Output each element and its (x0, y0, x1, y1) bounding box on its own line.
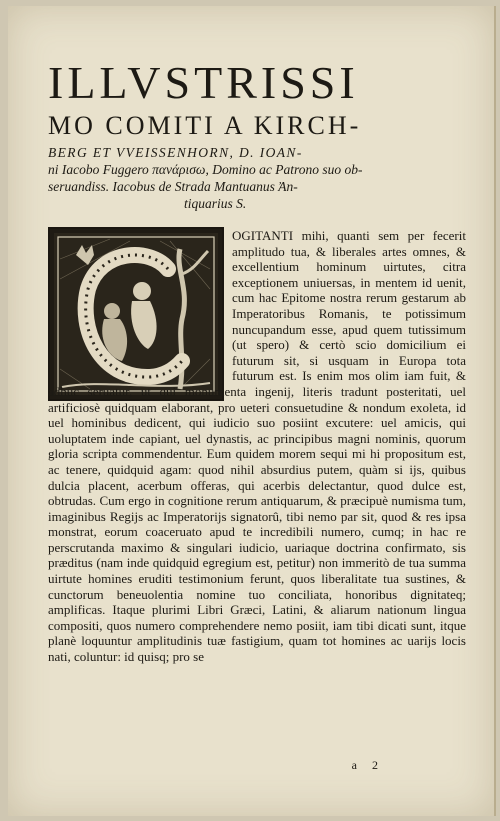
dedication-line-1: BERG ET VVEISSENHORN, D. IOAN- (48, 145, 303, 160)
dedication-line-2: ni Iacobo Fuggero πανάρισω, Domino ac Patrono suo ob- (48, 162, 363, 177)
signature-mark: a 2 (351, 758, 384, 772)
body-text: OGITANTI mihi, quanti sem per fecerit amplitudo tua, & liberales artes omnes, & excellentium hominum uirtutes, citra exceptionem uniuersas, in mentem id uenit, cum hac Epitome nostra rerum gestarum ab Imperatoribus Romanis, te potissimum nuncupandum esse, apud quem tutissimum (ut spero) & certò scio domicilium ei futurum sit, si usquam in Europa tota futurum est. Is enim mos olim iam fuit, & adhuc seruatur, ut qui monumenta ingenij, literis tradunt posteritati, uel artificiosè quidquam elaborant, pro ueteri consuetudine & nondum exoleta, id uel hominibus dedicent, qui iudicio suo posiint excutere: uel amicis, qui uoluptatem inde capiant, uel dynastis, ac principibus magni nominis, quorum gloria scripta commendentur. Eum quidem morem sequi mi hi propositum est, ac tenere, quidquid agam: quod nihil absurdius putem, quàm si ijs, quibus dulcia placent, acerbum offeras, qui acerbis delectantur, quod dulce est, obtrudas. Cum ergo in cognitione rerum antiquarum, & præcipuè numisma tum, imaginibus Regijs ac Imperatorijs signatorû, tibi nemo par sit, quod & res ipsa monstrat, eorum coaceruato apud te incredibili numero, cumq; in hac re perscrutanda maximo & singulari iudicio, uariaque doctrina confirmato, sis præditus (nam inde quidquid egregium est, petitur) non immeritò de tua summa uirtute homines eruditi testimonium ferunt, quos liberalitate tua sustines, & cunctorum beneuolentia nomine tuo conciliata, honoribus dignitateq; amplificas. Itaque plurimi Libri Græci, Latini, & aliarum nationum lingua compositi, quos numero comprehendere nemo posiit, iam tibi dicati sunt, itque planè loquuntur amplitudinis tuæ fastigium, quam tot homines ac uarijs locis nati, coluntur: id quisq; pro se (48, 228, 466, 665)
book-page (8, 6, 496, 816)
dedication-line-4: tiquarius S. (184, 196, 247, 211)
heading-line-1: ILLVSTRISSI (48, 57, 359, 108)
body-paragraph (48, 228, 466, 665)
dedication-block (48, 144, 448, 212)
initial-spacer (48, 228, 226, 382)
heading-line-2: MO COMITI A KIRCH- (48, 111, 362, 140)
dedication-line-3: seruandiss. Iacobus de Strada Mantuanus Ἀn- (48, 179, 298, 194)
